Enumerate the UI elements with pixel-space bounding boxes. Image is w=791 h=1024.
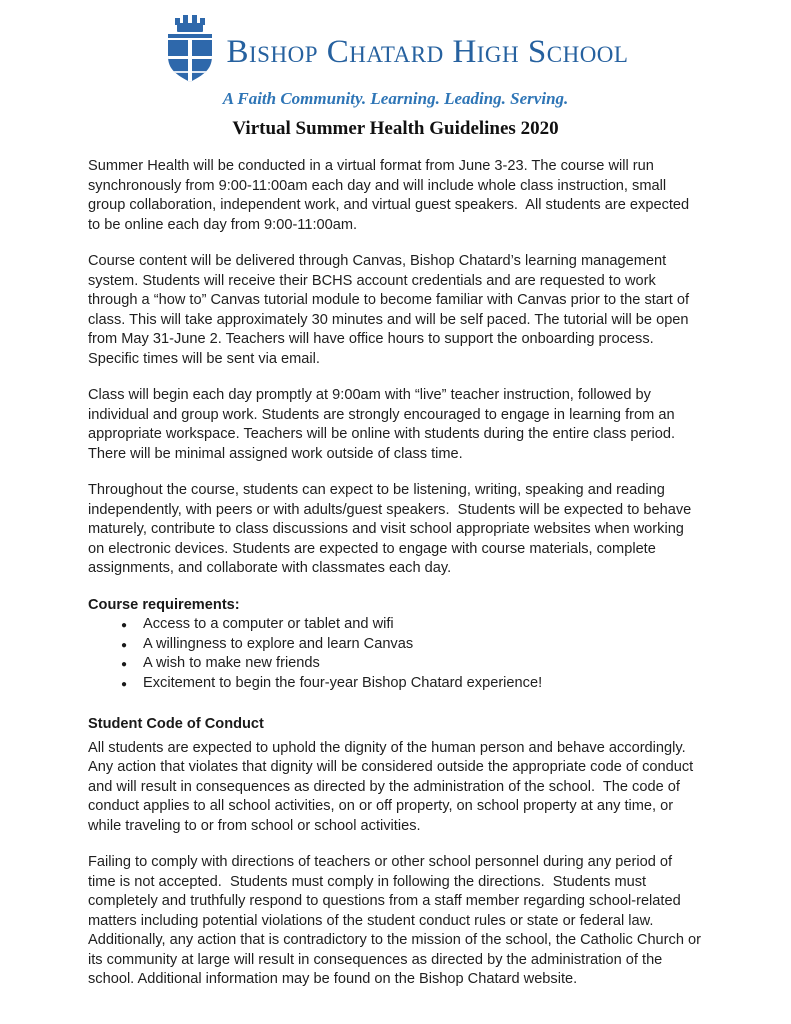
paragraph-conduct-compliance: Failing to comply with directions of teachers or other school personnel during any period of time is not accepted. Students must comply in following the directions. Students must completely and truthfully respond to questions from a staff member regarding school-related matters including potential violations of the student conduct rules or state or federal law. Additionally, any action that is contradictory to the mission of the school, the Catholic Church or its community at large will result in consequences as directed by the administration of the school. Additional information may be found on the Bishop Chatard website. [88, 854, 706, 987]
course-requirements-heading: Course requirements: [88, 596, 240, 613]
course-requirements-list [88, 615, 703, 693]
paragraph-conduct-dignity: All students are expected to uphold the dignity of the human person and behave accordingly. Any action that violates that dignity will be considered outside the appropriate code of conduct and will result in consequences as directed by the administration of the school. The code of conduct applies to all school activities, on or off property, on school property at any time, or while traveling to or from school or school activities. [88, 739, 698, 834]
school-tagline: A Faith Community. Learning. Leading. Serving. [222, 89, 569, 108]
list-item-wifi: ● Access to a computer or tablet and wifi [88, 615, 703, 635]
school-logo-row [88, 14, 703, 84]
paragraph-canvas-onboarding: Course content will be delivered through Canvas, Bishop Chatard’s learning management system. Students will receive their BCHS account credentials and are requested to work through a “how to” Canvas tutorial module to become familiar with Canvas prior to the start of class. This will take approximately 30 minutes and will be self paced. The tutorial will be open from May 31-June 2. Teachers will have office hours to support the onboarding process. Specific times will be sent via email. [88, 253, 694, 367]
list-item-friends: ● A wish to make new friends [88, 654, 703, 674]
school-logo-header [88, 14, 703, 109]
document-title: Virtual Summer Health Guidelines 2020 [232, 118, 559, 139]
list-item-canvas: ● A willingness to explore and learn Canvas [88, 635, 703, 655]
school-name: Bishop Chatard High School [226, 33, 629, 70]
paragraph-course-format: Summer Health will be conducted in a virtual format from June 3-23. The course will run synchronously from 9:00-11:00am each day and will include whole class instruction, small group collaboration, independent work, and virtual guest speakers. All students are expected to be online each day from 9:00-11:00am. [88, 158, 694, 233]
paragraph-student-expectations: Throughout the course, students can expect to be listening, writing, speaking and reading independently, with peers or with adults/guest speakers. Students will be expected to behave maturely, contribute to class discussions and visit school appropriate websites when working on electronic devices. Students are expected to engage with course materials, complete assignments, and collaborate with classmates each day. [88, 482, 696, 576]
code-of-conduct-heading: Student Code of Conduct [88, 716, 264, 732]
paragraph-daily-schedule: Class will begin each day promptly at 9:00am with “live” teacher instruction, followed by individual and group work. Students are strongly encouraged to engage in learning from an appropriate workspace. Teachers will be online with students during the entire class period. There will be minimal assigned work outside of class time. [88, 387, 679, 462]
list-item-excitement: ● Excitement to begin the four-year Bishop Chatard experience! [88, 674, 703, 694]
school-crest-icon [163, 15, 217, 83]
